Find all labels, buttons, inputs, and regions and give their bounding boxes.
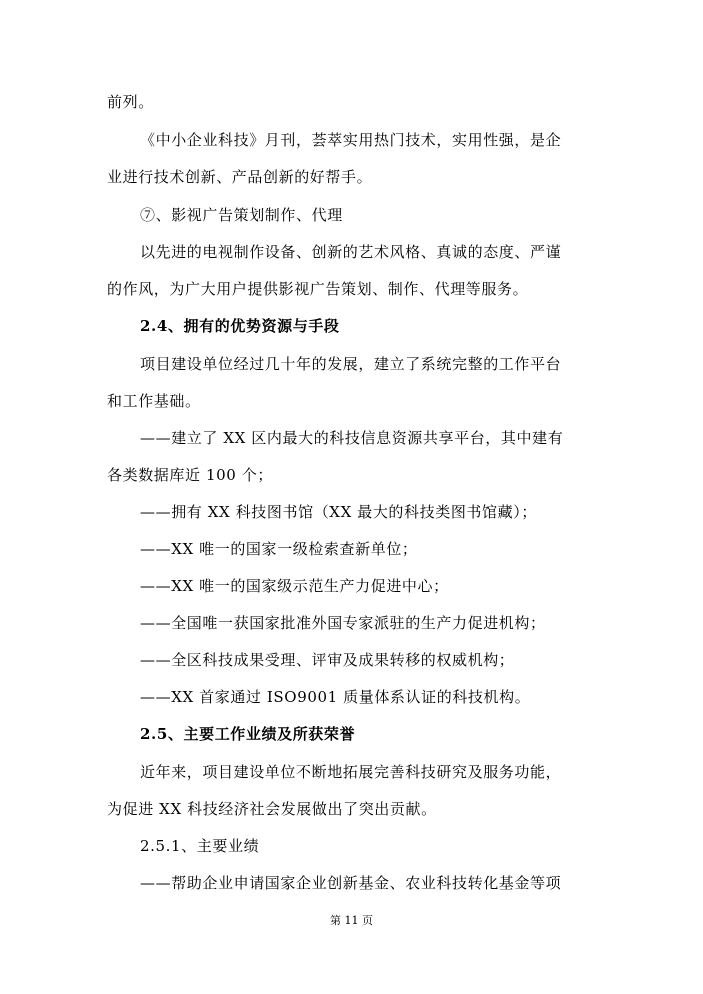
paragraph-line: 和工作基础。 bbox=[107, 392, 201, 410]
paragraph-line: 的作风，为广大用户提供影视广告策划、制作、代理等服务。 bbox=[107, 280, 529, 298]
section-heading-2-4: 2.4、拥有的优势资源与手段 bbox=[140, 317, 340, 335]
paragraph-line: ⑦、影视广告策划制作、代理 bbox=[140, 206, 343, 224]
bullet-line: ——XX 唯一的国家级示范生产力促进中心； bbox=[140, 577, 449, 595]
bullet-line: ——XX 唯一的国家一级检索查新单位； bbox=[140, 540, 418, 558]
bullet-line: ——帮助企业申请国家企业创新基金、农业科技转化基金等项 bbox=[140, 874, 562, 892]
paragraph-line: 以先进的电视制作设备、创新的艺术风格、真诚的态度、严谨 bbox=[140, 243, 562, 261]
paragraph-line: 近年来，项目建设单位不断地拓展完善科技研究及服务功能， bbox=[140, 763, 562, 781]
section-heading-2-5: 2.5、主要工作业绩及所获荣誉 bbox=[140, 725, 356, 743]
bullet-line: ——建立了 XX 区内最大的科技信息资源共享平台，其中建有 bbox=[140, 429, 564, 447]
paragraph-line: 项目建设单位经过几十年的发展，建立了系统完整的工作平台 bbox=[140, 355, 562, 373]
bullet-line: ——XX 首家通过 ISO9001 质量体系认证的科技机构。 bbox=[140, 688, 531, 706]
bullet-line: ——拥有 XX 科技图书馆（XX 最大的科技类图书馆藏）； bbox=[140, 503, 537, 521]
bullet-line: ——全国唯一获国家批准外国专家派驻的生产力促进机构； bbox=[140, 614, 546, 632]
paragraph-line: 为促进 XX 科技经济社会发展做出了突出贡献。 bbox=[107, 800, 437, 818]
page-number: 第 11 页 bbox=[330, 914, 373, 927]
paragraph-line: 各类数据库近 100 个； bbox=[107, 466, 273, 484]
bullet-line: ——全区科技成果受理、评审及成果转移的权威机构； bbox=[140, 651, 515, 669]
subsection-heading-2-5-1: 2.5.1、主要业绩 bbox=[140, 837, 260, 855]
paragraph-line: 《中小企业科技》月刊，荟萃实用热门技术，实用性强，是企 bbox=[140, 131, 562, 149]
paragraph-line: 前列。 bbox=[107, 93, 154, 111]
paragraph-line: 业进行技术创新、产品创新的好帮手。 bbox=[107, 168, 373, 186]
